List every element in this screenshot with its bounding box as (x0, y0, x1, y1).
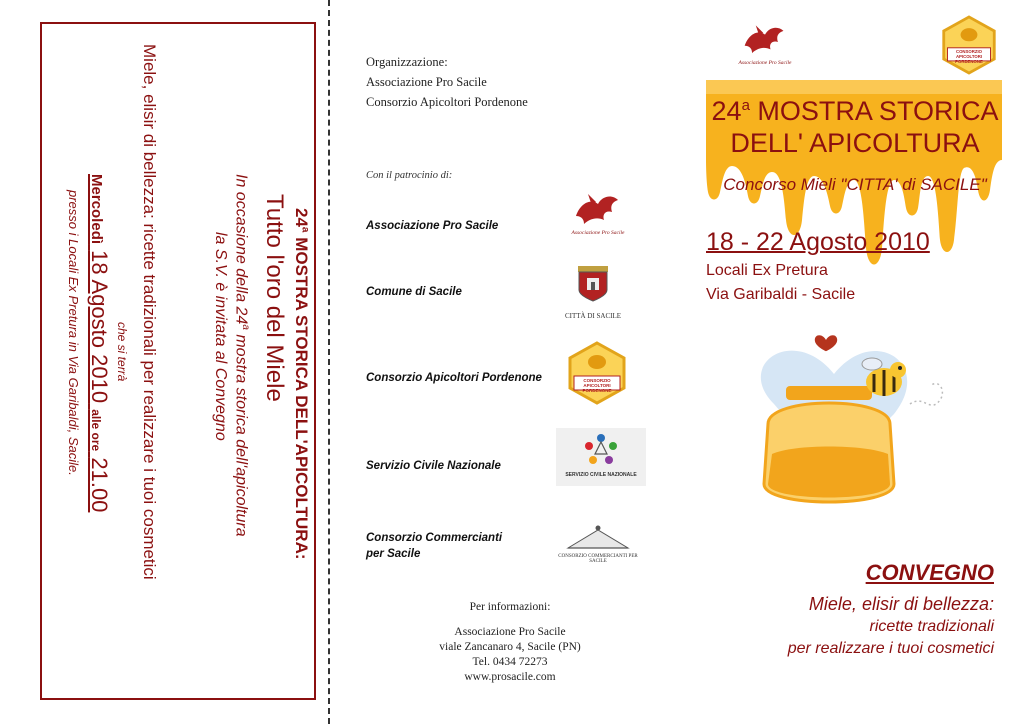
sponsor-comune-sacile: Comune di Sacile (366, 286, 462, 298)
occasion-text-a: In occasione della 24 (232, 174, 250, 325)
date-alle: alle ore (89, 409, 103, 452)
right-title-number: 24 (711, 96, 742, 126)
date-main: 18 Agosto 2010 (87, 250, 112, 404)
invitation-title-rest: MOSTRA STORICA DELL'APICOLTURA: (292, 232, 311, 560)
servizio-civile-logo (556, 428, 646, 486)
servizio-civile-logo-text: SERVIZIO CIVILE NAZIONALE (565, 472, 637, 478)
heart-icon (815, 335, 837, 351)
invitation-title (293, 208, 310, 560)
consorzio-apicoltori-logo-right (940, 14, 998, 76)
pro-sacile-logo-right-text: Associazione Pro Sacile (738, 60, 792, 66)
pro-sacile-logo (562, 186, 634, 238)
right-title-line-1 (710, 98, 1000, 125)
invitation-date (88, 174, 110, 512)
date-day: Mercoledì (88, 174, 105, 245)
hexagon-bee-icon (566, 340, 628, 406)
info-line-org: Associazione Pro Sacile (454, 626, 566, 638)
right-title-sup: a (741, 97, 750, 114)
dragon-icon (730, 18, 800, 66)
right-subtitle-1: Miele, elisir di bellezza: (808, 594, 994, 614)
fold-line (328, 0, 330, 724)
right-contest: Concorso Mieli "CITTA' di SACILE" (723, 175, 987, 194)
invitation-title-number: 24 (292, 208, 311, 227)
invitation-title-sup: a (299, 226, 311, 233)
sponsor-commercianti-line-2: per Sacile (366, 548, 421, 560)
sponsor-consorzio-commercianti (366, 530, 502, 562)
occasion-text-b: mostra storica dell'apicoltura (232, 329, 250, 537)
invitation-occasion-1 (233, 174, 250, 537)
pro-sacile-logo-right (730, 18, 800, 66)
right-subtitle-2: ricette tradizionali (869, 618, 994, 635)
citta-sacile-logo-text: CITTÀ DI SACILE (565, 312, 621, 320)
commercianti-logo-text: CONSORZIO COMMERCIANTI PER SACILE (558, 554, 638, 564)
organization-label: Organizzazione: (366, 55, 448, 69)
sponsor-pro-sacile: Associazione Pro Sacile (366, 220, 499, 232)
info-block (430, 600, 590, 685)
sponsor-consorzio-apicoltori: Consorzio Apicoltori Pordenone (366, 372, 542, 384)
info-line-website[interactable]: www.prosacile.com (464, 671, 556, 683)
consorzio-logo-right-text: CONSORZIO APICOLTORI PORDENONE (955, 49, 983, 64)
star-people-icon (581, 432, 621, 466)
honey-jar-illustration (734, 334, 974, 544)
coat-of-arms-icon (576, 264, 610, 302)
patronage-label: Con il patrocinio di: (366, 170, 453, 181)
consorzio-logo-mid-text: CONSORZIO APICOLTORI PORDENONE (582, 378, 612, 393)
info-line-address: viale Zancanaro 4, Sacile (PN) (439, 641, 581, 653)
arch-building-icon (563, 524, 633, 552)
right-title-line-2: DELL' APICOLTURA (730, 128, 980, 158)
right-location-2: Via Garibaldi - Sacile (706, 286, 856, 303)
che-si-terra-text: che si terrà (115, 322, 129, 382)
occasion-line-2: la S.V. è invitata al Convegno (212, 232, 229, 441)
pro-sacile-logo-text: Associazione Pro Sacile (571, 230, 625, 236)
location-text: presso i Locali Ex Pretura in Via Garibaldi, Sacile. (66, 190, 81, 476)
date-time: 21.00 (87, 457, 112, 513)
organization-block (366, 52, 528, 112)
invitation-headline-text: Tutto l'oro del Miele (261, 194, 288, 402)
invitation-headline (262, 194, 286, 402)
right-dates: 18 - 22 Agosto 2010 (706, 228, 930, 256)
invitation-text-block (40, 22, 316, 700)
organization-1: Associazione Pro Sacile (366, 75, 487, 89)
sponsor-commercianti-line-1: Consorzio Commercianti (366, 532, 503, 544)
invitation-occasion-2 (212, 232, 228, 441)
right-convegno: CONVEGNO (865, 560, 994, 585)
hexagon-bee-icon (940, 14, 998, 76)
right-subtitle-3: per realizzare i tuoi cosmetici (787, 640, 994, 657)
organization-2: Consorzio Apicoltori Pordenone (366, 95, 528, 109)
info-line-phone: Tel. 0434 72273 (472, 656, 548, 668)
invitation-che-si-terra (116, 322, 128, 381)
invitation-convegno-title (141, 44, 158, 580)
occasion-sup: a (240, 324, 251, 330)
consorzio-apicoltori-logo-mid (566, 340, 628, 406)
right-location-1: Locali Ex Pretura (706, 262, 828, 279)
consorzio-commercianti-logo (550, 522, 646, 568)
invitation-location (67, 190, 80, 476)
info-label: Per informazioni: (469, 601, 551, 613)
sponsor-servizio-civile: Servizio Civile Nazionale (366, 460, 501, 472)
right-title-rest: MOSTRA STORICA (749, 96, 999, 126)
convegno-title-text: Miele, elisir di bellezza: ricette tradizionali per realizzare i tuoi cosmetici (140, 44, 159, 580)
citta-sacile-logo (552, 262, 634, 324)
